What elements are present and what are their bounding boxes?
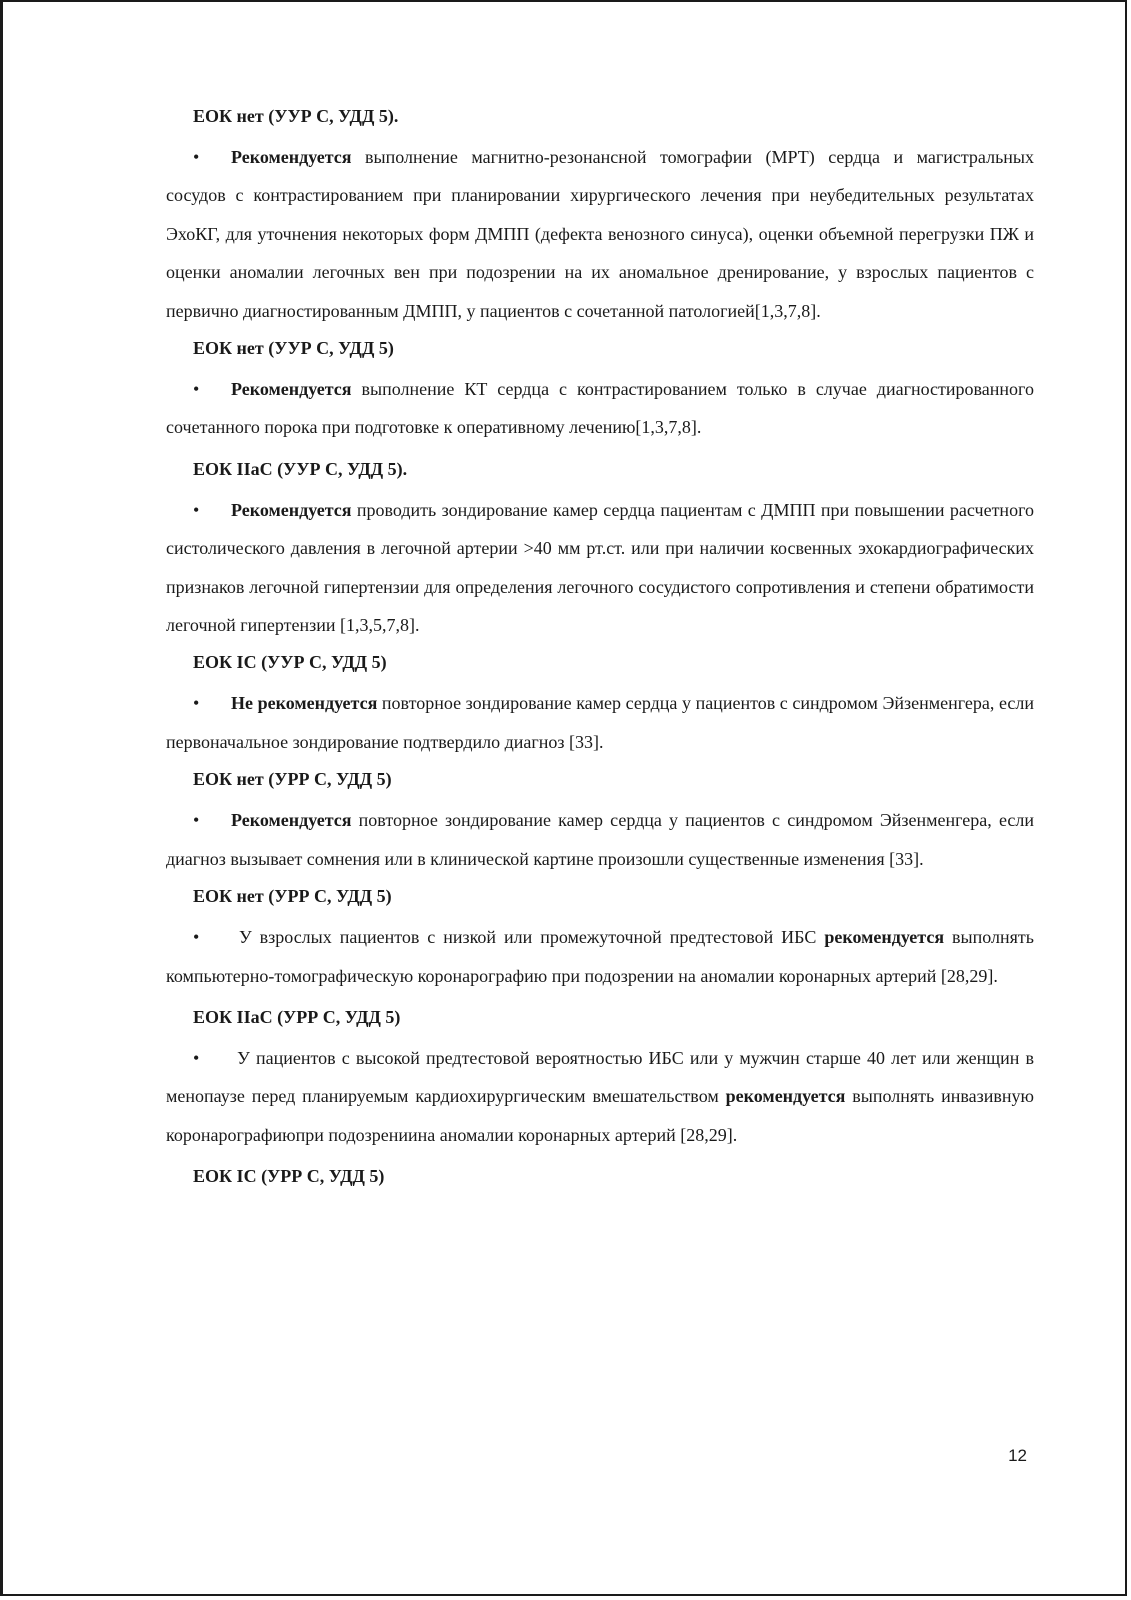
recommendation-keyword: Не рекомендуется [231,693,378,714]
recommendation-keyword: Рекомендуется [231,147,352,167]
bullet-icon: • [193,499,200,520]
recommendation-paragraph [166,370,1034,447]
evidence-level: ЕОК нет (УРР С, УДД 5) [193,886,392,907]
recommendation-keyword: Рекомендуется [231,499,352,520]
recommendation-paragraph [166,918,1034,995]
recommendation-text-lead: У взрослых пациентов с низкой или промежуточной предтестовой ИБС [231,927,825,948]
recommendation-keyword: рекомендуется [725,1086,846,1107]
bullet-icon: • [193,1047,200,1068]
recommendation-text: выполнение магнитно-резонансной томографии (МРТ) сердца и магистральных сосудов с контрастированием при планировании хирургического лечения при неубедительных результатах ЭхоКГ, для уточнения некоторых форм ДМПП (дефекта венозного синуса), оценки объемной перегрузки ПЖ и оценки аномалии легочных вен при подозрении на их аномальное дренирование, у взрослых пациентов с первично диагностированным ДМПП, у пациентов с сочетанной патологией[1,3,7,8]. [166,147,1034,321]
page-number: 12 [1008,1446,1027,1465]
recommendation-text: проводить зондирование камер сердца пациентам с ДМПП при повышении расчетного систолического давления в легочной артерии >40 мм рт.ст. или при наличии косвенных эхокардиографических признаков легочной гипертензии для определения легочного сосудистого сопротивления и степени обратимости легочной гипертензии [1,3,5,7,8]. [166,499,1034,636]
bullet-icon: • [193,379,200,400]
recommendation-paragraph [166,684,1034,761]
recommendation-text: повторное зондирование камер сердца у пациентов с синдромом Эйзенменгера, если первоначальное зондирование подтвердило диагноз [33]. [166,693,1034,752]
recommendation-paragraph [166,491,1034,645]
recommendation-paragraph [166,801,1034,878]
bullet-icon: • [193,927,200,948]
evidence-level: ЕОК нет (УРР С, УДД 5) [193,769,392,790]
evidence-level: ЕОК IC (УУР С, УДД 5) [193,652,387,673]
bullet-icon: • [193,810,200,831]
recommendation-keyword: Рекомендуется [231,810,352,831]
recommendation-text: повторное зондирование камер сердца у пациентов с синдромом Эйзенменгера, если диагноз вызывает сомнения или в клинической картине произошли существенные изменения [33]. [166,810,1034,869]
recommendation-text: выполнять компьютерно-томографическую коронарографию при подозрении на аномалии коронарных артерий [28,29]. [166,927,1034,986]
recommendation-keyword: Рекомендуется [231,379,352,400]
recommendation-paragraph [166,138,1034,330]
recommendation-keyword: рекомендуется [824,927,945,948]
evidence-level: ЕОК нет (УУР С, УДД 5) [193,338,394,359]
bullet-icon: • [193,147,200,167]
bullet-icon: • [193,693,200,714]
evidence-level: ЕОК IIaC (УУР С, УДД 5). [193,458,408,479]
recommendation-text-lead: У пациентов с высокой предтестовой вероятностью ИБС или у мужчин старше 40 лет или женщин в менопаузе перед планируемым кардиохирургическим вмешательством [166,1047,1034,1107]
recommendation-text: выполнение КТ сердца с контрастированием только в случае диагностированного сочетанного порока при подготовке к оперативному лечению[1,3,7,8]. [166,379,1034,438]
evidence-level: ЕОК IIaC (УРР С, УДД 5) [193,1006,401,1027]
recommendation-text: выполнять инвазивную коронарографиюпри подозрениина аномалии коронарных артерий [28,29]. [166,1086,1034,1145]
evidence-level: ЕОК IC (УРР С, УДД 5) [193,1166,385,1187]
page-content [166,98,1034,1194]
evidence-level: ЕОК нет (УУР С, УДД 5). [193,106,399,126]
recommendation-paragraph [166,1039,1034,1154]
